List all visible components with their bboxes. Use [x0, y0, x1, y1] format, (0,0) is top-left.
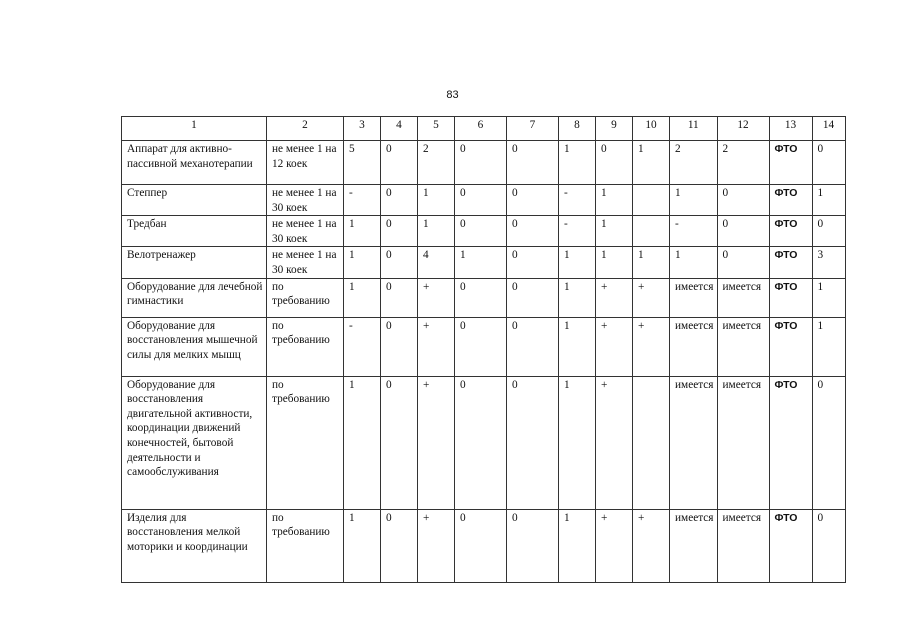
column-header: 11: [670, 117, 718, 141]
table-cell-department: ФТО: [769, 247, 812, 278]
table-cell: 1: [596, 185, 633, 216]
table-cell: 0: [381, 317, 418, 376]
table-cell: +: [596, 509, 633, 582]
column-header: 13: [769, 117, 812, 141]
table-cell: 1: [344, 278, 381, 317]
table-cell: имеется: [717, 317, 769, 376]
column-header: 10: [633, 117, 670, 141]
table-cell: 0: [455, 317, 507, 376]
table-cell: 0: [381, 509, 418, 582]
table-cell: 0: [507, 216, 559, 247]
table-cell: 2: [418, 141, 455, 185]
table-cell: имеется: [717, 509, 769, 582]
table-cell-department: ФТО: [769, 376, 812, 509]
table-cell: 1: [559, 509, 596, 582]
column-header: 3: [344, 117, 381, 141]
table-cell-name: Оборудование для лечебной гимнастики: [122, 278, 267, 317]
table-cell: -: [559, 216, 596, 247]
column-header: 2: [267, 117, 344, 141]
table-cell: 0: [381, 185, 418, 216]
table-cell-name: Оборудование для восстановления двигательной активности, координации движений конечностей, бытовой деятельности и самообслуживания: [122, 376, 267, 509]
table-cell: имеется: [717, 376, 769, 509]
table-cell: -: [344, 185, 381, 216]
table-cell: 0: [455, 216, 507, 247]
table-cell-norm: по требованию: [267, 376, 344, 509]
table-row: [122, 278, 846, 317]
table-cell: 0: [717, 216, 769, 247]
table-cell: 1: [559, 247, 596, 278]
table-cell-department: ФТО: [769, 317, 812, 376]
table-row: [122, 317, 846, 376]
table-cell: 1: [812, 317, 845, 376]
column-header: 7: [507, 117, 559, 141]
table-row: [122, 376, 846, 509]
table-cell: 0: [596, 141, 633, 185]
table-cell: 1: [344, 216, 381, 247]
table-cell: 0: [717, 247, 769, 278]
table-cell: 1: [455, 247, 507, 278]
table-cell: 1: [596, 216, 633, 247]
table-cell: 1: [559, 317, 596, 376]
table-cell: [633, 376, 670, 509]
table-row: [122, 216, 846, 247]
table-cell: 1: [418, 216, 455, 247]
table-cell: 5: [344, 141, 381, 185]
table-cell-norm: по требованию: [267, 509, 344, 582]
table-cell: 0: [381, 278, 418, 317]
table-cell: имеется: [670, 376, 718, 509]
table-cell: -: [670, 216, 718, 247]
table-cell: 0: [381, 141, 418, 185]
table-cell: 0: [507, 317, 559, 376]
table-cell: 1: [344, 247, 381, 278]
table-row: [122, 185, 846, 216]
table-cell: 1: [559, 141, 596, 185]
table-cell-norm: по требованию: [267, 317, 344, 376]
table-row: [122, 247, 846, 278]
table-cell: имеется: [670, 317, 718, 376]
table-cell: 0: [381, 247, 418, 278]
table-cell: 0: [812, 376, 845, 509]
table-cell: 0: [812, 141, 845, 185]
table-cell: 2: [670, 141, 718, 185]
table-cell-name: Изделия для восстановления мелкой моторики и координации: [122, 509, 267, 582]
table-cell-norm: не менее 1 на 30 коек: [267, 216, 344, 247]
table-cell: 1: [633, 141, 670, 185]
table-cell-name: Аппарат для активно-пассивной механотерапии: [122, 141, 267, 185]
table-cell-name: Степпер: [122, 185, 267, 216]
table-cell: 1: [559, 278, 596, 317]
table-cell: 1: [670, 185, 718, 216]
table-cell: 0: [507, 141, 559, 185]
table-cell-name: Тредбан: [122, 216, 267, 247]
table-cell: 1: [559, 376, 596, 509]
table-cell: 1: [418, 185, 455, 216]
table-cell: 1: [344, 376, 381, 509]
table-cell: [633, 216, 670, 247]
table-cell: +: [633, 278, 670, 317]
table-cell: 1: [633, 247, 670, 278]
table-cell: имеется: [717, 278, 769, 317]
table-cell: 0: [455, 185, 507, 216]
table-cell: 0: [455, 141, 507, 185]
table-cell: +: [418, 278, 455, 317]
header-row: [122, 117, 846, 141]
table-cell: +: [418, 317, 455, 376]
table-cell-department: ФТО: [769, 278, 812, 317]
column-header: 6: [455, 117, 507, 141]
table-row: [122, 141, 846, 185]
table-cell-norm: не менее 1 на 30 коек: [267, 185, 344, 216]
column-header: 9: [596, 117, 633, 141]
table-cell: +: [418, 376, 455, 509]
table-cell: +: [418, 509, 455, 582]
table-cell: 1: [670, 247, 718, 278]
table-cell: -: [559, 185, 596, 216]
table-cell: +: [633, 317, 670, 376]
table-cell-department: ФТО: [769, 185, 812, 216]
table-cell: 0: [812, 216, 845, 247]
table-cell: 0: [507, 278, 559, 317]
table-cell: 1: [344, 509, 381, 582]
table-cell: +: [596, 376, 633, 509]
table-cell: 0: [717, 185, 769, 216]
table-cell: 1: [596, 247, 633, 278]
table-cell: [633, 185, 670, 216]
table-cell-norm: не менее 1 на 30 коек: [267, 247, 344, 278]
table-cell: имеется: [670, 278, 718, 317]
table-cell: 0: [507, 509, 559, 582]
table-cell: 0: [812, 509, 845, 582]
column-header: 4: [381, 117, 418, 141]
table-cell-norm: по требованию: [267, 278, 344, 317]
table-cell: имеется: [670, 509, 718, 582]
table-cell: 0: [507, 185, 559, 216]
table-cell: 3: [812, 247, 845, 278]
table-cell: 2: [717, 141, 769, 185]
equipment-table: [121, 116, 846, 583]
table-cell-name: Велотренажер: [122, 247, 267, 278]
table-cell: +: [596, 317, 633, 376]
table-cell: +: [633, 509, 670, 582]
table-row: [122, 509, 846, 582]
column-header: 14: [812, 117, 845, 141]
table-cell: 0: [455, 278, 507, 317]
table-cell: 0: [381, 216, 418, 247]
table-cell-department: ФТО: [769, 216, 812, 247]
column-header: 8: [559, 117, 596, 141]
table-cell-department: ФТО: [769, 509, 812, 582]
table-cell: -: [344, 317, 381, 376]
table-cell: 1: [812, 185, 845, 216]
table-cell: 0: [507, 247, 559, 278]
table-cell: 0: [455, 509, 507, 582]
table-cell: 0: [381, 376, 418, 509]
table-cell: +: [596, 278, 633, 317]
table-cell: 0: [455, 376, 507, 509]
column-header: 5: [418, 117, 455, 141]
table-cell-department: ФТО: [769, 141, 812, 185]
table-cell-norm: не менее 1 на 12 коек: [267, 141, 344, 185]
page-number: 83: [446, 89, 459, 101]
table-cell: 4: [418, 247, 455, 278]
table-cell: 1: [812, 278, 845, 317]
column-header: 1: [122, 117, 267, 141]
table-cell: 0: [507, 376, 559, 509]
column-header: 12: [717, 117, 769, 141]
table-cell-name: Оборудование для восстановления мышечной силы для мелких мышц: [122, 317, 267, 376]
